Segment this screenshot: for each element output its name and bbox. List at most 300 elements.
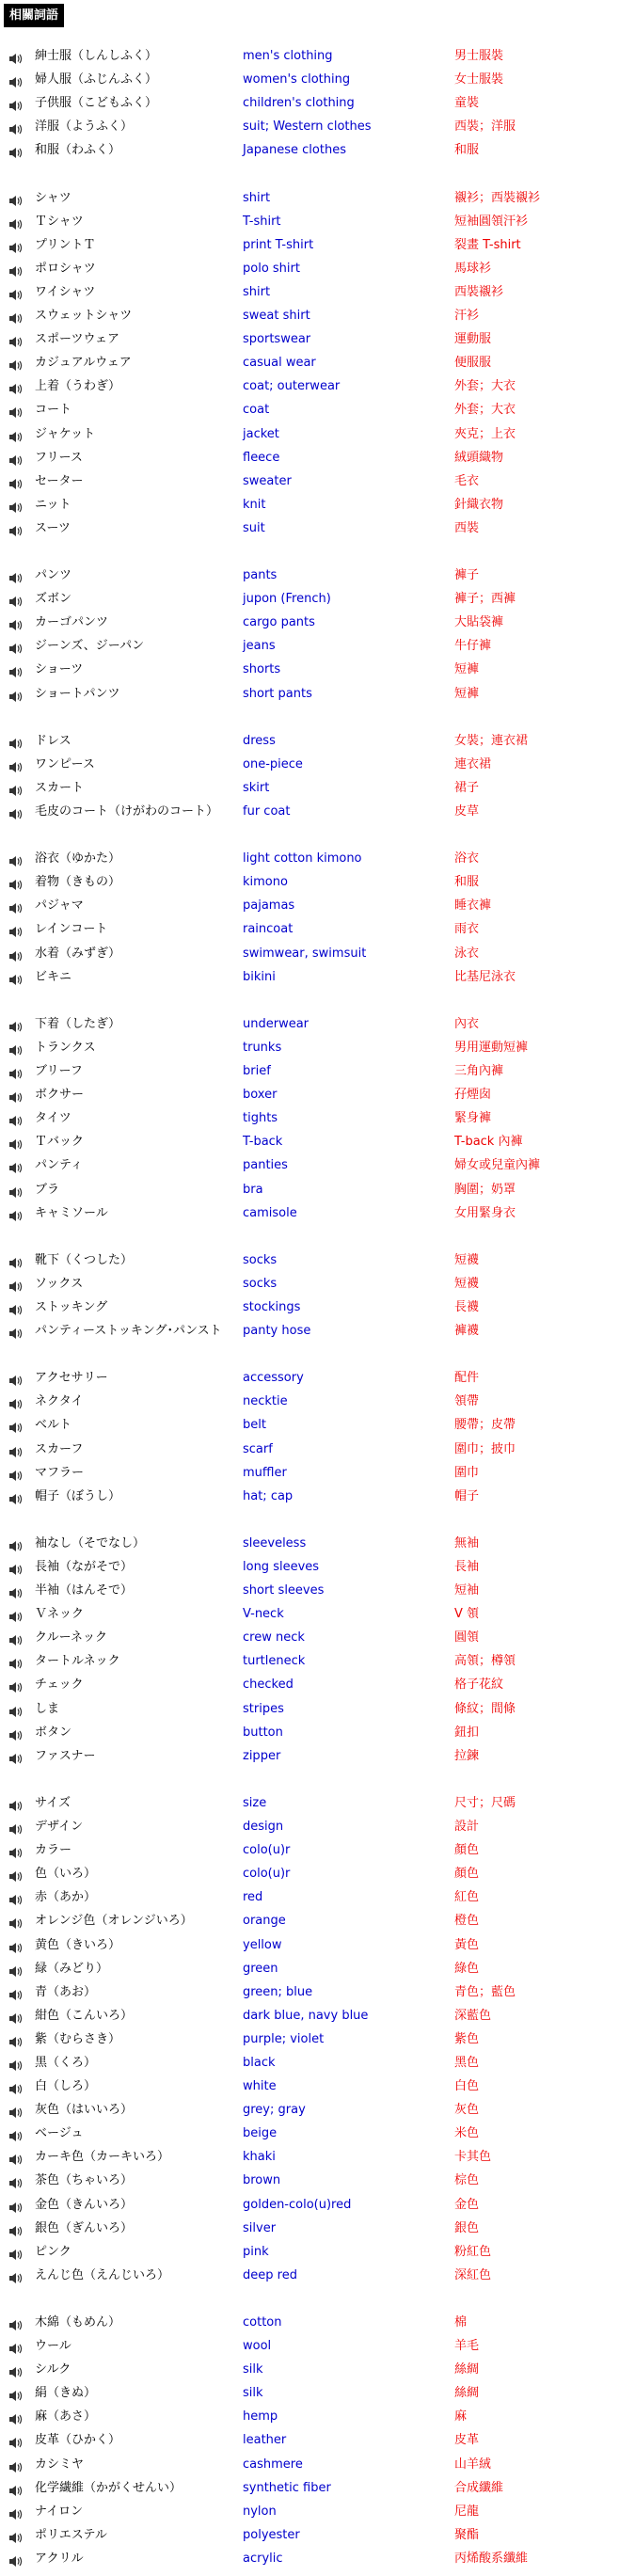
japanese-term: オレンジ色（オレンジいろ）: [35, 1914, 193, 1929]
vocab-row: [0, 1649, 635, 1673]
speaker-icon[interactable]: [8, 593, 24, 605]
speaker-icon[interactable]: [8, 97, 24, 109]
speaker-icon[interactable]: [8, 2246, 24, 2258]
speaker-icon[interactable]: [8, 2552, 24, 2565]
speaker-icon[interactable]: [8, 404, 24, 416]
speaker-icon[interactable]: [8, 2363, 24, 2376]
speaker-icon[interactable]: [8, 1868, 24, 1880]
speaker-icon[interactable]: [8, 1537, 24, 1550]
speaker-icon[interactable]: [8, 1821, 24, 1833]
speaker-icon[interactable]: [8, 310, 24, 322]
chinese-translation: 便服服: [454, 356, 492, 371]
english-translation: pink: [243, 2244, 269, 2259]
vocab-row: [0, 894, 635, 917]
speaker-icon[interactable]: [8, 923, 24, 935]
speaker-icon[interactable]: [8, 1065, 24, 1077]
vocab-row: [0, 2169, 635, 2192]
speaker-icon[interactable]: [8, 2151, 24, 2163]
speaker-icon[interactable]: [8, 357, 24, 369]
chinese-translation: 長袖: [454, 1560, 480, 1574]
japanese-term: スウェットシャツ: [35, 309, 133, 324]
japanese-term: 婦人服（ふじんふく）: [35, 72, 158, 87]
speaker-icon[interactable]: [8, 1631, 24, 1644]
japanese-term: 皮革（ひかく）: [35, 2433, 121, 2448]
japanese-term: えんじ色（えんじいろ）: [35, 2267, 170, 2282]
chinese-translation: 針織衣物: [454, 497, 504, 512]
speaker-icon[interactable]: [8, 1278, 24, 1290]
speaker-icon[interactable]: [8, 2340, 24, 2352]
vocab-row: [0, 2405, 635, 2428]
speaker-icon[interactable]: [8, 475, 24, 487]
chinese-translation: 皮革: [454, 2433, 480, 2448]
chinese-translation: 浴衣: [454, 851, 480, 867]
speaker-icon[interactable]: [8, 735, 24, 747]
speaker-icon[interactable]: [8, 1915, 24, 1927]
japanese-term: カーキ色（カーキいろ）: [35, 2150, 170, 2165]
vocab-row: [0, 1319, 635, 1343]
speaker-icon[interactable]: [8, 1207, 24, 1219]
speaker-icon[interactable]: [8, 1750, 24, 1762]
english-translation: children's clothing: [243, 96, 355, 111]
speaker-icon[interactable]: [8, 120, 24, 133]
english-translation: hat; cap: [243, 1488, 294, 1503]
japanese-term: スーツ: [35, 520, 71, 535]
vocabulary-list: [0, 44, 635, 2570]
vocab-row: [0, 186, 635, 210]
vocab-row: [0, 2004, 635, 2027]
speaker-icon[interactable]: [8, 1372, 24, 1384]
english-translation: women's clothing: [243, 72, 351, 87]
speaker-icon[interactable]: [8, 1395, 24, 1407]
speaker-icon[interactable]: [8, 663, 24, 676]
japanese-term: ベルト: [35, 1418, 72, 1433]
japanese-term: パンティ: [35, 1158, 83, 1173]
speaker-icon[interactable]: [8, 2434, 24, 2446]
vocab-row: [0, 2145, 635, 2169]
vocab-row: [0, 304, 635, 327]
english-translation: one-piece: [243, 756, 303, 771]
chinese-translation: 短襪: [454, 1252, 480, 1267]
speaker-icon[interactable]: [8, 1797, 24, 1809]
speaker-icon[interactable]: [8, 1443, 24, 1455]
vocab-row: [0, 1933, 635, 1957]
vocab-row: [0, 1012, 635, 1036]
japanese-term: 紳士服（しんしふく）: [35, 49, 158, 63]
japanese-term: 長袖（ながそで）: [35, 1560, 134, 1574]
english-translation: stripes: [243, 1701, 284, 1716]
vocab-row: [0, 1791, 635, 1815]
english-translation: size: [243, 1795, 267, 1810]
chinese-translation: 童裝: [454, 96, 480, 111]
chinese-translation: 連衣裙: [454, 756, 492, 771]
speaker-icon[interactable]: [8, 1584, 24, 1597]
speaker-icon[interactable]: [8, 2080, 24, 2092]
speaker-icon[interactable]: [8, 2458, 24, 2471]
vocab-row: [0, 729, 635, 753]
speaker-icon[interactable]: [8, 1986, 24, 1998]
japanese-term: ジーンズ、ジーパン: [35, 639, 145, 654]
speaker-icon[interactable]: [8, 1301, 24, 1313]
japanese-term: 靴下（くつした）: [35, 1252, 134, 1267]
chinese-translation: 領帶: [454, 1394, 480, 1409]
speaker-icon[interactable]: [8, 616, 24, 628]
chinese-translation: 黑色: [454, 2055, 480, 2070]
japanese-term: 木綿（もめん）: [35, 2315, 121, 2330]
vocab-row: [0, 1438, 635, 1461]
speaker-icon[interactable]: [8, 2269, 24, 2282]
speaker-icon[interactable]: [8, 947, 24, 960]
vocab-row: [0, 2381, 635, 2405]
chinese-translation: 男用運動短褲: [454, 1040, 529, 1055]
chinese-translation: 外套；大衣: [454, 403, 516, 418]
chinese-translation: 西裝；洋服: [454, 119, 516, 135]
speaker-icon[interactable]: [8, 971, 24, 983]
japanese-term: カジュアルウェア: [35, 356, 132, 371]
group-spacer: [0, 706, 635, 729]
speaker-icon[interactable]: [8, 522, 24, 534]
chinese-translation: 胸圍；奶罩: [454, 1182, 516, 1197]
vocab-row: [0, 257, 635, 280]
speaker-icon[interactable]: [8, 144, 24, 156]
vocab-row: [0, 517, 635, 540]
japanese-term: パンツ: [35, 568, 72, 583]
speaker-icon[interactable]: [8, 569, 24, 581]
speaker-icon[interactable]: [8, 2033, 24, 2045]
chinese-translation: 顏色: [454, 1843, 480, 1858]
chinese-translation: 大貼袋褲: [454, 615, 504, 630]
japanese-term: ボクサー: [35, 1088, 85, 1103]
japanese-term: 子供服（こどもふく）: [35, 96, 158, 111]
speaker-icon[interactable]: [8, 192, 24, 204]
japanese-term: 浴衣（ゆかた）: [35, 851, 121, 867]
chinese-translation: 牛仔褲: [454, 639, 492, 654]
vocab-row: [0, 965, 635, 989]
chinese-translation: 絨頭織物: [454, 450, 504, 465]
english-translation: sportswear: [243, 332, 311, 347]
japanese-term: フリース: [35, 450, 83, 465]
vocab-row: [0, 1862, 635, 1885]
vocab-row: [0, 493, 635, 517]
vocab-row: [0, 2027, 635, 2051]
chinese-translation: 綠色: [454, 1961, 480, 1976]
speaker-icon[interactable]: [8, 428, 24, 440]
chinese-translation: 夾克；上衣: [454, 426, 516, 441]
chinese-translation: 女士服裝: [454, 72, 504, 87]
english-translation: muffler: [243, 1465, 287, 1480]
chinese-translation: 棉: [454, 2315, 468, 2330]
speaker-icon[interactable]: [8, 1467, 24, 1479]
vocab-row: [0, 1957, 635, 1980]
chinese-translation: 短袖圓領汗衫: [454, 214, 529, 229]
speaker-icon[interactable]: [8, 2529, 24, 2541]
english-translation: shorts: [243, 662, 281, 677]
japanese-term: スカーフ: [35, 1441, 84, 1456]
english-translation: black: [243, 2055, 276, 2070]
english-translation: stockings: [243, 1299, 301, 1314]
vocab-row: [0, 1721, 635, 1744]
speaker-icon[interactable]: [8, 1254, 24, 1266]
english-translation: casual wear: [243, 356, 316, 371]
vocab-row: [0, 564, 635, 587]
japanese-term: ショートパンツ: [35, 686, 120, 701]
speaker-icon[interactable]: [8, 239, 24, 251]
speaker-icon[interactable]: [8, 1042, 24, 1054]
speaker-icon[interactable]: [8, 1419, 24, 1431]
vocab-row: [0, 446, 635, 469]
english-translation: necktie: [243, 1394, 288, 1409]
vocab-row: [0, 2240, 635, 2264]
japanese-term: レインコート: [35, 922, 108, 937]
vocab-row: [0, 1602, 635, 1626]
japanese-term: 半袖（はんそで）: [35, 1583, 134, 1598]
vocab-row: [0, 1485, 635, 1508]
speaker-icon[interactable]: [8, 1844, 24, 1856]
english-translation: fur coat: [243, 804, 291, 819]
vocab-row: [0, 1744, 635, 1768]
speaker-icon[interactable]: [8, 1963, 24, 1975]
english-translation: brown: [243, 2173, 281, 2188]
vocab-row: [0, 942, 635, 965]
speaker-icon[interactable]: [8, 333, 24, 345]
chinese-translation: 圓領: [454, 1630, 480, 1646]
japanese-term: ソックス: [35, 1276, 84, 1291]
speaker-icon[interactable]: [8, 2505, 24, 2518]
japanese-term: 赤（あか）: [35, 1890, 97, 1905]
vocab-row: [0, 1248, 635, 1272]
english-translation: green; blue: [243, 1984, 313, 1999]
japanese-term: 色（いろ）: [35, 1867, 97, 1882]
vocab-row: [0, 422, 635, 446]
english-translation: coat: [243, 403, 270, 418]
english-translation: kimono: [243, 875, 288, 890]
english-translation: camisole: [243, 1205, 297, 1220]
japanese-term: Ｔシャツ: [35, 214, 84, 229]
group-spacer: [0, 989, 635, 1012]
japanese-term: ドレス: [35, 733, 71, 748]
chinese-translation: 鈕扣: [454, 1725, 480, 1740]
english-translation: pajamas: [243, 898, 295, 914]
chinese-translation: 絲綢: [454, 2386, 480, 2401]
english-translation: nylon: [243, 2504, 277, 2519]
english-translation: dark blue, navy blue: [243, 2008, 369, 2023]
japanese-term: 茶色（ちゃいろ）: [35, 2173, 134, 2188]
speaker-icon[interactable]: [8, 1089, 24, 1101]
vocab-row: [0, 1461, 635, 1485]
chinese-translation: 和服: [454, 143, 480, 158]
chinese-translation: 卡其色: [454, 2150, 492, 2165]
speaker-icon[interactable]: [8, 1891, 24, 1903]
english-translation: colo(u)r: [243, 1843, 291, 1858]
speaker-icon[interactable]: [8, 2316, 24, 2329]
japanese-term: セーター: [35, 473, 84, 488]
english-translation: accessory: [243, 1371, 304, 1386]
english-translation: zipper: [243, 1748, 281, 1763]
speaker-icon[interactable]: [8, 2057, 24, 2069]
speaker-icon[interactable]: [8, 2127, 24, 2139]
speaker-icon[interactable]: [8, 688, 24, 700]
speaker-icon[interactable]: [8, 758, 24, 771]
chinese-translation: 裂畫 T-shirt: [454, 237, 521, 252]
english-translation: bikini: [243, 969, 276, 984]
speaker-icon[interactable]: [8, 640, 24, 652]
vocab-row: [0, 753, 635, 776]
english-translation: shirt: [243, 284, 271, 299]
vocab-row: [0, 1532, 635, 1555]
japanese-term: ブリーフ: [35, 1064, 83, 1079]
english-translation: silk: [243, 2386, 263, 2401]
speaker-icon[interactable]: [8, 1159, 24, 1171]
english-translation: wool: [243, 2339, 272, 2354]
speaker-icon[interactable]: [8, 1939, 24, 1951]
speaker-icon[interactable]: [8, 1561, 24, 1573]
chinese-translation: 雨衣: [454, 922, 480, 937]
chinese-translation: 三角內褲: [454, 1064, 504, 1079]
japanese-term: 青（あお）: [35, 1984, 97, 1999]
vocab-row: [0, 776, 635, 800]
vocab-row: [0, 1036, 635, 1059]
speaker-icon[interactable]: [8, 452, 24, 464]
speaker-icon[interactable]: [8, 2010, 24, 2022]
speaker-icon[interactable]: [8, 1018, 24, 1030]
group-spacer: [0, 1225, 635, 1248]
chinese-translation: 外套；大衣: [454, 379, 516, 394]
vocab-row: [0, 210, 635, 233]
vocab-row: [0, 870, 635, 894]
japanese-term: ナイロン: [35, 2504, 84, 2519]
speaker-icon[interactable]: [8, 2387, 24, 2399]
speaker-icon[interactable]: [8, 1608, 24, 1620]
vocab-row: [0, 1909, 635, 1932]
speaker-icon[interactable]: [8, 262, 24, 275]
vocab-row: [0, 469, 635, 493]
speaker-icon[interactable]: [8, 73, 24, 86]
speaker-icon[interactable]: [8, 1678, 24, 1691]
japanese-term: ワンピース: [35, 756, 95, 771]
japanese-term: ポロシャツ: [35, 261, 96, 276]
vocab-row: [0, 2311, 635, 2334]
speaker-icon[interactable]: [8, 782, 24, 794]
speaker-icon[interactable]: [8, 50, 24, 62]
speaker-icon[interactable]: [8, 852, 24, 865]
group-spacer: [0, 162, 635, 185]
english-translation: synthetic fiber: [243, 2480, 331, 2495]
speaker-icon[interactable]: [8, 899, 24, 912]
japanese-term: ニット: [35, 497, 71, 512]
speaker-icon[interactable]: [8, 1655, 24, 1667]
english-translation: V-neck: [243, 1607, 284, 1622]
japanese-term: 紫（むらさき）: [35, 2031, 121, 2046]
english-translation: purple; violet: [243, 2031, 325, 2046]
english-translation: skirt: [243, 780, 270, 795]
vocab-row: [0, 2428, 635, 2452]
japanese-term: タイツ: [35, 1111, 71, 1126]
chinese-translation: 長襪: [454, 1299, 480, 1314]
speaker-icon[interactable]: [8, 286, 24, 298]
group-spacer: [0, 823, 635, 847]
chinese-translation: 內衣: [454, 1016, 480, 1031]
chinese-translation: 山羊絨: [454, 2457, 492, 2472]
japanese-term: 黒（くろ）: [35, 2055, 97, 2070]
chinese-translation: 灰色: [454, 2103, 480, 2118]
english-translation: suit; Western clothes: [243, 119, 372, 135]
chinese-translation: 西裝襯衫: [454, 284, 504, 299]
chinese-translation: 棕色: [454, 2173, 480, 2188]
vocab-row: [0, 233, 635, 257]
chinese-translation: 運動服: [454, 332, 492, 347]
speaker-icon[interactable]: [8, 1726, 24, 1739]
japanese-term: 紺色（こんいろ）: [35, 2008, 134, 2023]
speaker-icon[interactable]: [8, 380, 24, 392]
speaker-icon[interactable]: [8, 1136, 24, 1148]
vocab-row: [0, 2453, 635, 2476]
english-translation: panty hose: [243, 1324, 311, 1339]
japanese-term: ブラ: [35, 1182, 60, 1197]
speaker-icon[interactable]: [8, 2199, 24, 2211]
chinese-translation: 帽子: [454, 1488, 480, 1503]
group-spacer: [0, 2287, 635, 2311]
japanese-term: スポーツウェア: [35, 332, 119, 347]
japanese-term: トランクス: [35, 1040, 96, 1055]
vocab-row: [0, 917, 635, 941]
speaker-icon[interactable]: [8, 215, 24, 228]
english-translation: pants: [243, 568, 278, 583]
vocab-row: [0, 800, 635, 823]
speaker-icon[interactable]: [8, 2410, 24, 2423]
speaker-icon[interactable]: [8, 1490, 24, 1503]
japanese-term: 上着（うわぎ）: [35, 379, 121, 394]
english-translation: cotton: [243, 2315, 282, 2330]
chinese-translation: 馬球衫: [454, 261, 492, 276]
vocab-row: [0, 658, 635, 681]
japanese-term: クルーネック: [35, 1630, 107, 1646]
japanese-term: ポリエステル: [35, 2527, 107, 2542]
speaker-icon[interactable]: [8, 876, 24, 888]
english-translation: sleeveless: [243, 1535, 307, 1550]
vocab-row: [0, 1815, 635, 1838]
chinese-translation: 尼龍: [454, 2504, 480, 2519]
english-translation: fleece: [243, 450, 280, 465]
english-translation: jacket: [243, 426, 279, 441]
japanese-term: Ｖネック: [35, 1607, 85, 1622]
japanese-term: サイズ: [35, 1795, 71, 1810]
japanese-term: ネクタイ: [35, 1394, 84, 1409]
chinese-translation: 腰帶；皮帶: [454, 1418, 516, 1433]
english-translation: green: [243, 1961, 278, 1976]
vocab-row: [0, 138, 635, 162]
speaker-icon[interactable]: [8, 805, 24, 818]
japanese-term: カラー: [35, 1843, 72, 1858]
japanese-term: タートルネック: [35, 1654, 120, 1669]
speaker-icon[interactable]: [8, 1703, 24, 1715]
english-translation: checked: [243, 1678, 294, 1693]
vocab-row: [0, 1296, 635, 1319]
speaker-icon[interactable]: [8, 2104, 24, 2116]
speaker-icon[interactable]: [8, 1184, 24, 1196]
speaker-icon[interactable]: [8, 1112, 24, 1124]
vocab-row: [0, 1697, 635, 1721]
english-translation: crew neck: [243, 1630, 305, 1646]
speaker-icon[interactable]: [8, 2222, 24, 2234]
vocab-row: [0, 2122, 635, 2145]
speaker-icon[interactable]: [8, 1325, 24, 1337]
speaker-icon[interactable]: [8, 499, 24, 511]
speaker-icon[interactable]: [8, 2482, 24, 2494]
chinese-translation: 米色: [454, 2126, 480, 2141]
english-translation: design: [243, 1820, 284, 1835]
speaker-icon[interactable]: [8, 2174, 24, 2186]
vocab-row: [0, 1106, 635, 1130]
chinese-translation: 短褲: [454, 686, 480, 701]
